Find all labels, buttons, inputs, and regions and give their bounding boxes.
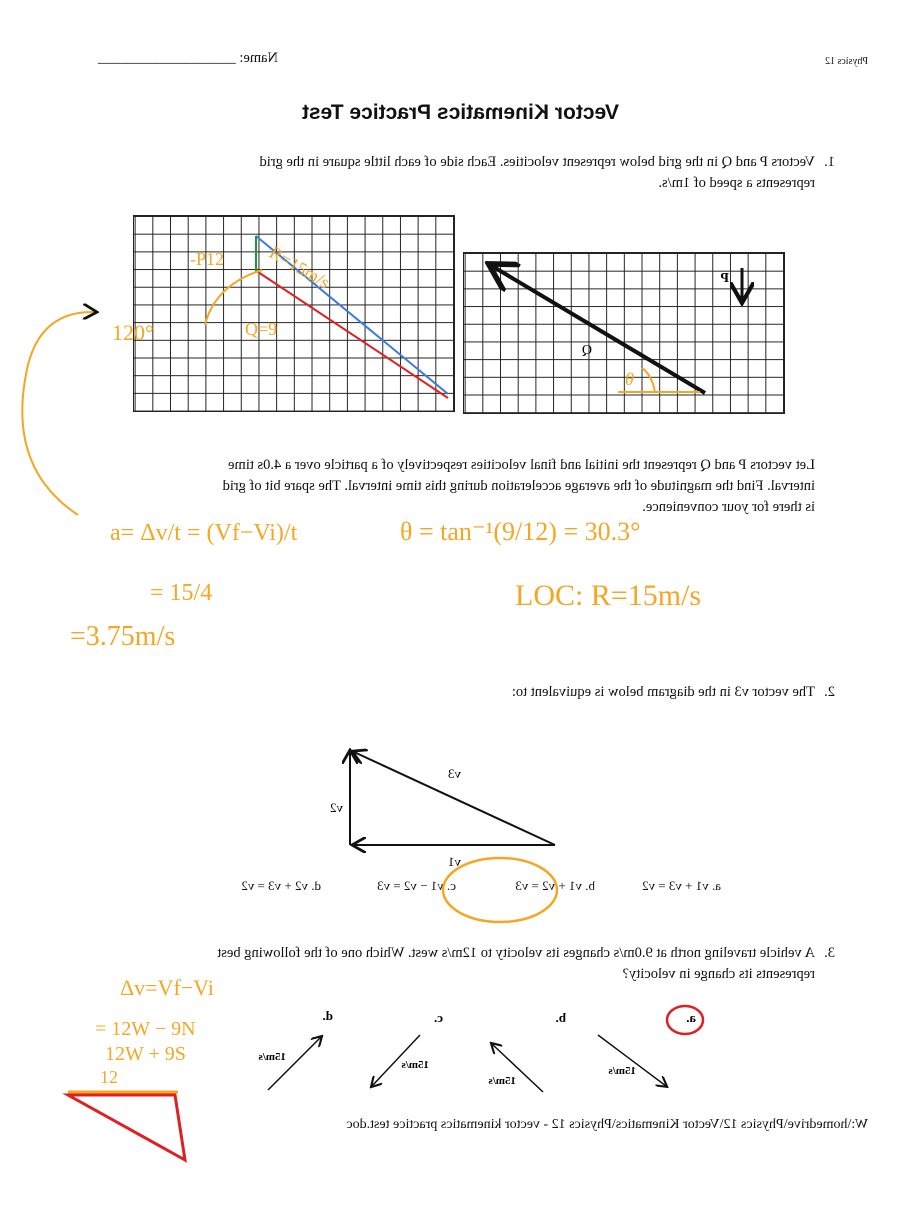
choice-d-arrow [268,1037,321,1090]
vector-q-label: Q [581,343,592,358]
choice-d-letter[interactable]: d. [322,1008,333,1023]
angle-arc [205,270,262,325]
q1-text-2: represents a speed of 1m/s. [658,175,815,191]
v2-label: v2 [330,800,343,815]
choice-b-letter[interactable]: b. [555,1010,566,1025]
angle-annotation: 120° [112,320,154,345]
q3-text-1: A vehicle traveling north at 9.0m/s changes its velocity to 12m/s west. Which one of the following best [217,945,815,961]
choice-c-label: 15m/s [401,1059,429,1071]
answer-circle-q3 [667,1006,703,1034]
p-annotation: -P12 [190,249,225,269]
answer-circle-q2 [443,858,557,922]
q2-text: The vector v3 in the diagram below is equivalent to: [511,684,815,700]
footer-path: W:\homedrive\Physics 12\Vector Kinematics\Physics 12 - vector kinematics practice test.doc [346,1117,868,1132]
choice-a-letter[interactable]: a. [686,1010,696,1025]
q2-option-a[interactable]: a. v1 + v3 = v2 [642,878,721,893]
accel-formula: a= Δv/t = (Vf−Vi)/t [110,520,298,546]
q3-number: 3. [824,945,835,961]
annotation-arrow [22,312,95,515]
choice-a-label: 15m/s [608,1065,636,1077]
q1-para-2: interval. Find the magnitude of the average acceleration during this time interval. The spare bit of grid [222,478,815,494]
accel-step: = 15/4 [150,580,213,606]
twelve-label: 12 [100,1067,118,1087]
dv-formula: Δv=Vf−Vi [120,975,214,1000]
dv-step-2: 12W + 9S [105,1043,186,1065]
q1-text-1: Vectors P and Q in the grid below represent velocities. Each side of each little square in the grid [259,154,815,170]
choice-d-label: 15m/s [258,1051,286,1063]
q2-number: 2. [824,684,835,700]
accel-answer: =3.75m/s [70,621,176,652]
dv-step: = 12W − 9N [95,1018,196,1040]
vector-sketch-red [68,1095,185,1160]
q1-para-1: Let vectors P and Q represent the initial and final velocities respectively of a particle over a 4.0s time [228,457,815,473]
theta-calc: θ = tan⁻¹(9/12) = 30.3° [400,517,641,546]
theta-small: θ [625,369,634,389]
choice-a-arrow [598,1035,666,1086]
vector-q-arrow [492,266,705,393]
v3-label: v3 [448,766,461,781]
name-field: Name: ___________________ [97,50,278,66]
q3-text-2: represents its change in velocity? [622,966,815,982]
resultant-answer: LOC: R=15m/s [515,579,702,612]
page-title: Vector Kinematics Practice Test [301,101,620,124]
v1-label: v1 [448,854,461,869]
q-vector-copy [258,272,448,398]
q1-para-3: is there for your convenience. [642,499,815,515]
choice-c-letter[interactable]: c. [433,1010,443,1025]
q-annotation: Q=9 [245,319,278,339]
q1-number: 1. [824,154,835,170]
q2-option-c[interactable]: c. v1 − v2 = v3 [377,878,456,893]
course-label: Physics 12 [824,56,868,67]
q2-option-b[interactable]: b. v1 + v2 = v3 [515,878,595,893]
vector-p-label: P [720,271,729,286]
q2-option-d[interactable]: d. v2 + v3 = v2 [241,878,321,893]
r-annotation: R=15m/s [266,242,334,293]
choice-b-label: 15m/s [488,1075,516,1087]
